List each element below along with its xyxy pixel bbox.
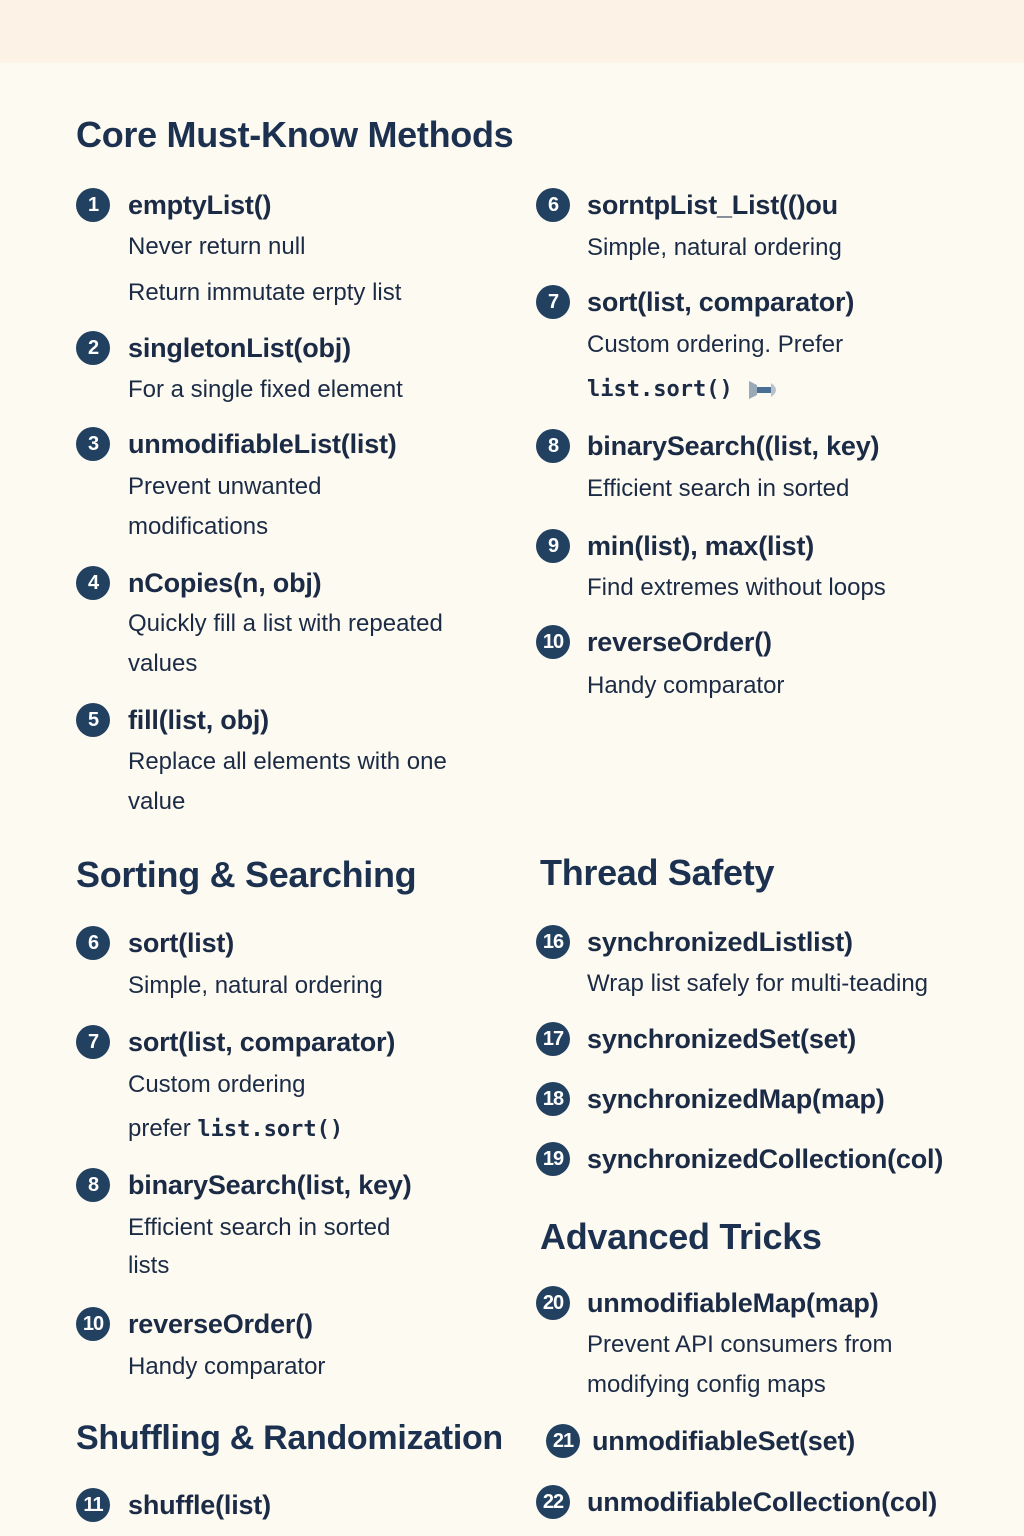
method-desc: Handy comparator: [587, 672, 785, 699]
method-title: synchronizedMap(map): [587, 1084, 885, 1114]
method-desc: Prevent unwanted: [128, 473, 322, 500]
number-badge: 4: [76, 566, 110, 600]
number-badge: 19: [536, 1142, 570, 1176]
number-badge: 3: [76, 427, 110, 461]
number-badge: 6: [536, 188, 570, 222]
method-title: sort(list): [128, 928, 235, 958]
method-desc: Simple, natural ordering: [587, 234, 842, 261]
number-badge: 8: [76, 1168, 110, 1202]
method-desc: Custom ordering: [128, 1071, 306, 1098]
prefer-text: prefer: [128, 1115, 198, 1142]
number-badge: 5: [76, 703, 110, 737]
method-desc: Efficient search in sorted: [587, 475, 850, 502]
method-title: binarySearch(list, key): [128, 1170, 412, 1200]
number-badge: 11: [76, 1488, 110, 1522]
number-badge: 10: [536, 625, 570, 659]
number-badge: 20: [536, 1286, 570, 1320]
section-heading-advanced: Advanced Tricks: [540, 1216, 822, 1257]
code-snippet: list.sort(): [587, 377, 733, 402]
top-band: [0, 0, 1024, 63]
method-title: singletonList(obj): [128, 333, 351, 363]
method-title: min(list), max(list): [587, 531, 815, 561]
method-code-line: [128, 1113, 343, 1145]
method-title: nCopies(n, obj): [128, 568, 322, 598]
method-title: unmodifiableList(list): [128, 429, 397, 459]
method-title: reverseOrder(): [128, 1309, 313, 1339]
number-badge: 17: [536, 1022, 570, 1056]
method-desc: Efficient search in sorted: [128, 1214, 391, 1241]
section-heading-core: Core Must-Know Methods: [76, 114, 514, 155]
method-title: sorntpList_List(()ou: [587, 190, 838, 220]
section-heading-shuffling: Shuffling & Randomization: [76, 1419, 503, 1457]
method-title: fill(list, obj): [128, 705, 269, 735]
method-title: sort(list, comparator): [587, 287, 855, 317]
method-title: unmodifiableSet(set): [592, 1426, 856, 1456]
number-badge: 18: [536, 1082, 570, 1116]
number-badge: 8: [536, 429, 570, 463]
number-badge: 7: [536, 285, 570, 319]
method-desc: value: [128, 788, 186, 815]
method-desc: Return immutate erpty list: [128, 279, 402, 306]
method-desc: lists: [128, 1252, 170, 1279]
number-badge: 16: [536, 925, 570, 959]
method-desc: Wrap list safely for multi-teading: [587, 970, 929, 997]
method-title: synchronizedCollection(col): [587, 1144, 944, 1174]
number-badge: 7: [76, 1025, 110, 1059]
method-desc: Quickly fill a list with repeated: [128, 610, 443, 637]
method-desc: values: [128, 650, 198, 677]
section-heading-thread-safety: Thread Safety: [540, 852, 775, 893]
method-desc: For a single fixed element: [128, 376, 403, 403]
number-badge: 2: [76, 331, 110, 365]
method-desc: Prevent API consumers from: [587, 1331, 893, 1358]
method-title: unmodifiableMap(map): [587, 1288, 879, 1318]
method-title: emptyList(): [128, 190, 272, 220]
method-title: shuffle(list): [128, 1490, 271, 1520]
number-badge: 1: [76, 188, 110, 222]
method-desc: modifying config maps: [587, 1371, 826, 1398]
number-badge: 6: [76, 926, 110, 960]
method-desc: Simple, natural ordering: [128, 972, 383, 999]
method-title: sort(list, comparator): [128, 1027, 396, 1057]
method-desc: Handy comparator: [128, 1353, 326, 1380]
method-desc: Find extremes without loops: [587, 574, 886, 601]
method-title: unmodifiableCollection(col): [587, 1487, 938, 1517]
method-title: reverseOrder(): [587, 627, 772, 657]
method-title: binarySearch((list, key): [587, 431, 880, 461]
number-badge: 9: [536, 529, 570, 563]
method-code-line: [587, 373, 781, 405]
number-badge: 10: [76, 1307, 110, 1341]
method-desc: Custom ordering. Prefer: [587, 331, 844, 358]
method-desc: modifications: [128, 513, 269, 540]
method-desc: Replace all elements with one: [128, 748, 447, 775]
arrow-icon: [747, 379, 781, 401]
number-badge: 21: [546, 1424, 580, 1458]
method-desc: Never return null: [128, 233, 306, 260]
method-title: synchronizedListlist): [587, 927, 853, 957]
method-title: synchronizedSet(set): [587, 1024, 857, 1054]
section-heading-sorting: Sorting & Searching: [76, 854, 417, 895]
code-snippet: list.sort(): [197, 1117, 344, 1142]
number-badge: 22: [536, 1485, 570, 1519]
